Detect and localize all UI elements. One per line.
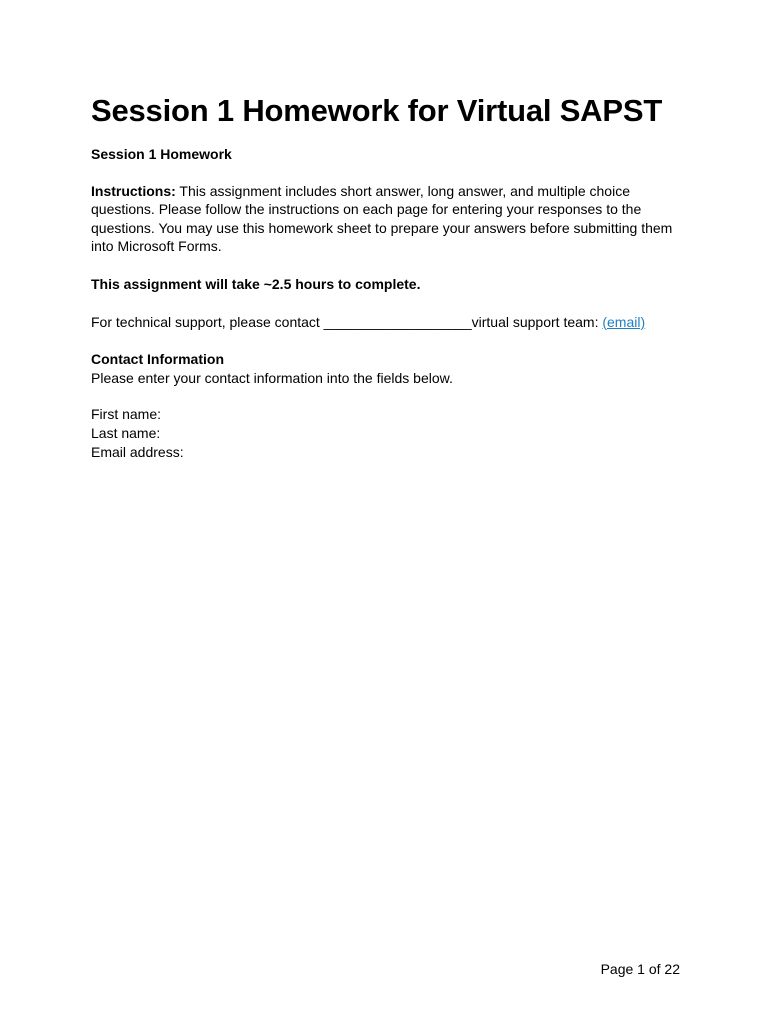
last-name-label: Last name:	[91, 424, 161, 441]
email-address-label: Email address:	[91, 443, 184, 460]
support-email-link[interactable]: (email)	[602, 313, 646, 330]
duration-note: This assignment will take ~2.5 hours to complete.	[91, 275, 421, 292]
page-number: Page 1 of 22	[600, 961, 680, 977]
first-name-label: First name:	[91, 406, 162, 423]
support-paragraph	[91, 313, 681, 332]
support-text: For technical support, please contact ___________________virtual support team:	[91, 313, 603, 330]
contact-instructions: Please enter your contact information into the fields below.	[91, 369, 453, 386]
contact-heading: Contact Information	[91, 351, 224, 368]
contact-fields	[91, 405, 681, 461]
instructions-paragraph	[91, 182, 681, 256]
document-page	[91, 92, 681, 461]
page-title: Session 1 Homework for Virtual SAPST	[91, 93, 663, 128]
document-subtitle: Session 1 Homework	[91, 146, 232, 162]
instructions-text: This assignment includes short answer, long answer, and multiple choice questions. Please follow the instructions on each page for entering your responses to the questions. You may use this homework sheet to prepare your answers before submitting them into Microsoft Forms.	[91, 182, 673, 255]
instructions-label: Instructions:	[91, 182, 176, 199]
